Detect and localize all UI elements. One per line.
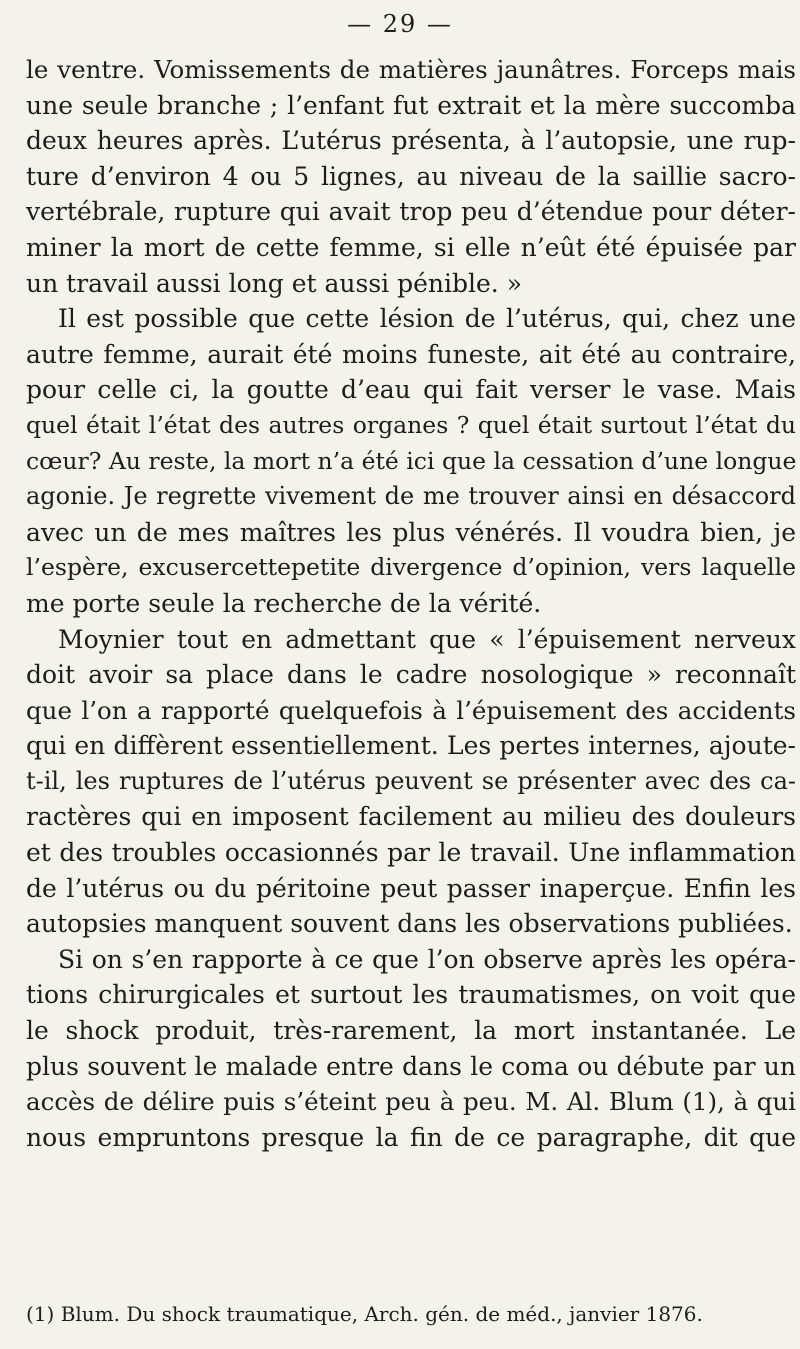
text-line: le shock produit, très-rarement, la mort instantanée. Le xyxy=(26,1016,796,1046)
text-line: ture d’environ 4 ou 5 lignes, au niveau de la saillie sacro- xyxy=(26,161,796,191)
text-line: pour celle ci, la goutte d’eau qui fait verser le vase. Mais xyxy=(26,375,796,405)
text-line: Si on s’en rapporte à ce que l’on observe après les opéra- xyxy=(58,944,796,974)
text-line: qui en diffèrent essentiellement. Les pertes internes, ajoute- xyxy=(26,731,796,761)
text-line: Il est possible que cette lésion de l’utérus, qui, chez une xyxy=(58,304,796,334)
text-line: accès de délire puis s’éteint peu à peu. M. Al. Blum (1), à qui xyxy=(26,1087,796,1117)
text-line: agonie. Je regrette vivement de me trouver ainsi en désaccord xyxy=(26,482,796,511)
text-line: autopsies manquent souvent dans les observations publiées. xyxy=(26,909,793,939)
text-line: un travail aussi long et aussi pénible. » xyxy=(26,268,522,298)
text-line: et des troubles occasionnés par le travail. Une inflammation xyxy=(26,838,796,868)
text-line: cœur? Au reste, la mort n’a été ici que la cessation d’une longue xyxy=(26,446,797,475)
text-line: plus souvent le malade entre dans le coma ou débute par un xyxy=(26,1051,796,1081)
text-line: ractères qui en imposent facilement au milieu des douleurs xyxy=(26,802,796,832)
text-line: une seule branche ; l’enfant fut extrait et la mère succomba xyxy=(26,90,796,120)
text-line: autre femme, aurait été moins funeste, ait été au contraire, xyxy=(26,339,796,369)
text-line: t-il, les ruptures de l’utérus peuvent se présenter avec des ca- xyxy=(26,766,796,795)
footnote: (1) Blum. Du shock traumatique, Arch. gén. de méd., janvier 1876. xyxy=(26,1302,703,1326)
text-line: nous empruntons presque la fin de ce paragraphe, dit que xyxy=(26,1122,796,1152)
text-line: me porte seule la recherche de la vérité. xyxy=(26,588,542,618)
text-line: que l’on a rapporté quelquefois à l’épuisement des accidents xyxy=(26,695,796,725)
text-line: miner la mort de cette femme, si elle n’eût été épuisée par xyxy=(26,232,796,262)
text-line: deux heures après. L’utérus présenta, à l’autopsie, une rup- xyxy=(26,126,796,156)
text-line: doit avoir sa place dans le cadre nosologique » reconnaît xyxy=(26,660,796,690)
text-line: avec un de mes maîtres les plus vénérés. Il voudra bien, je xyxy=(26,517,796,547)
text-line: tions chirurgicales et surtout les traumatismes, on voit que xyxy=(26,980,796,1010)
text-line: l’espère, excusercettepetite divergence d’opinion, vers laquelle xyxy=(26,553,796,582)
page-number: — 29 — xyxy=(347,10,453,38)
body-text xyxy=(26,52,796,1155)
text-line: le ventre. Vomissements de matières jaunâtres. Forceps mais xyxy=(26,55,796,84)
text-line: de l’utérus ou du péritoine peut passer inaperçue. Enfin les xyxy=(26,873,796,903)
text-line: vertébrale, rupture qui avait trop peu d’étendue pour déter- xyxy=(26,197,796,227)
text-line: quel était l’état des autres organes ? quel était surtout l’état du xyxy=(26,410,796,439)
text-line: Moynier tout en admettant que « l’épuisement nerveux xyxy=(58,624,796,654)
